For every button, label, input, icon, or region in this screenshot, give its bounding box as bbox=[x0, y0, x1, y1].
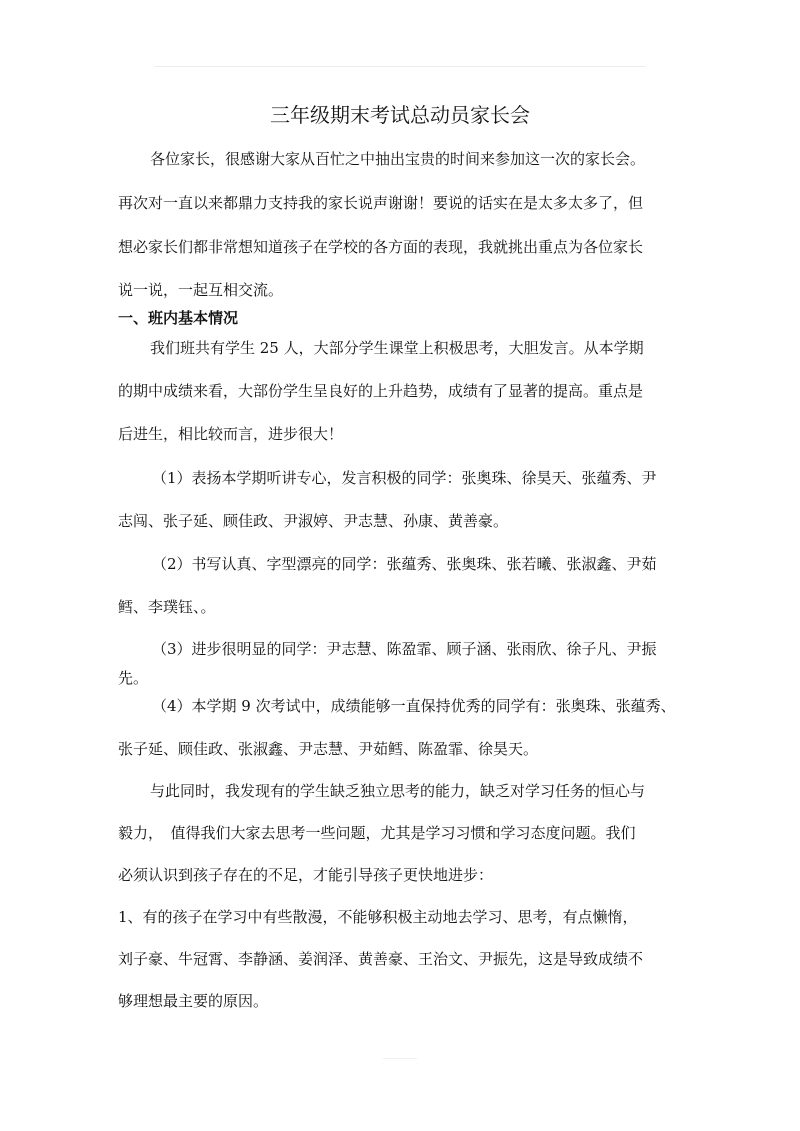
document-title: 三年级期末考试总动员家长会 bbox=[270, 103, 530, 127]
intro-line-2: 再次对一直以来都鼎力支持我的家长说声谢谢！要说的话实在是太多太多了，但 bbox=[118, 194, 644, 212]
class-overview-line-1: 我们班共有学生 25 人，大部分学生课堂上积极思考，大胆发言。从本学期 bbox=[150, 339, 644, 357]
class-overview-line-3: 后进生，相比较而言，进步很大！ bbox=[118, 425, 344, 443]
section-heading-class-overview: 一、班内基本情况 bbox=[118, 309, 239, 327]
praise-item-4-line-2: 张子延、顾佳政、张淑鑫、尹志慧、尹茹鳕、陈盈霏、徐昊天。 bbox=[118, 740, 539, 758]
concern-line-1: 与此同时，我发现有的学生缺乏独立思考的能力，缺乏对学习任务的恒心与 bbox=[150, 782, 646, 800]
footer-mark bbox=[383, 1058, 417, 1059]
intro-line-1: 各位家长，很感谢大家从百忙之中抽出宝贵的时间来参加这一次的家长会。 bbox=[150, 150, 646, 168]
praise-item-3-line-1: （3）进步很明显的同学：尹志慧、陈盈霏、顾子涵、张雨欣、徐子凡、尹振 bbox=[152, 640, 657, 658]
class-overview-line-2: 的期中成绩来看，大部份学生呈良好的上升趋势，成绩有了显著的提高。重点是 bbox=[118, 382, 644, 400]
praise-item-1-line-2: 志闯、张子延、顾佳政、尹淑婷、尹志慧、孙康、黄善豪。 bbox=[118, 512, 509, 530]
header-rule bbox=[155, 66, 645, 67]
praise-item-4-line-1: （4）本学期 9 次考试中，成绩能够一直保持优秀的同学有：张奥珠、张蕴秀、 bbox=[152, 697, 676, 715]
concern-line-3: 必须认识到孩子存在的不足，才能引导孩子更快地进步： bbox=[118, 866, 494, 884]
intro-line-4: 说一说，一起互相交流。 bbox=[118, 281, 284, 299]
point-1-line-1: 1、有的孩子在学习中有些散漫，不能够积极主动地去学习、思考，有点懒惰， bbox=[118, 908, 638, 926]
point-1-line-3: 够理想最主要的原因。 bbox=[118, 992, 269, 1010]
praise-item-1-line-1: （1）表扬本学期听讲专心，发言积极的同学：张奥珠、徐昊天、张蕴秀、尹 bbox=[152, 469, 657, 487]
praise-item-3-line-2: 先。 bbox=[118, 669, 149, 687]
intro-line-3: 想必家长们都非常想知道孩子在学校的各方面的表现，我就挑出重点为各位家长 bbox=[118, 238, 644, 256]
concern-line-2: 毅力， 值得我们大家去思考一些问题，尤其是学习习惯和学习态度问题。我们 bbox=[118, 824, 636, 842]
praise-item-2-line-2: 鳕、李璞钰、。 bbox=[118, 598, 216, 616]
praise-item-2-line-1: （2）书写认真、字型漂亮的同学：张蕴秀、张奥珠、张若曦、张淑鑫、尹茹 bbox=[152, 555, 657, 573]
point-1-line-2: 刘子豪、牛冠霄、李静涵、姜润泽、黄善豪、王治文、尹振先，这是导致成绩不 bbox=[118, 950, 644, 968]
